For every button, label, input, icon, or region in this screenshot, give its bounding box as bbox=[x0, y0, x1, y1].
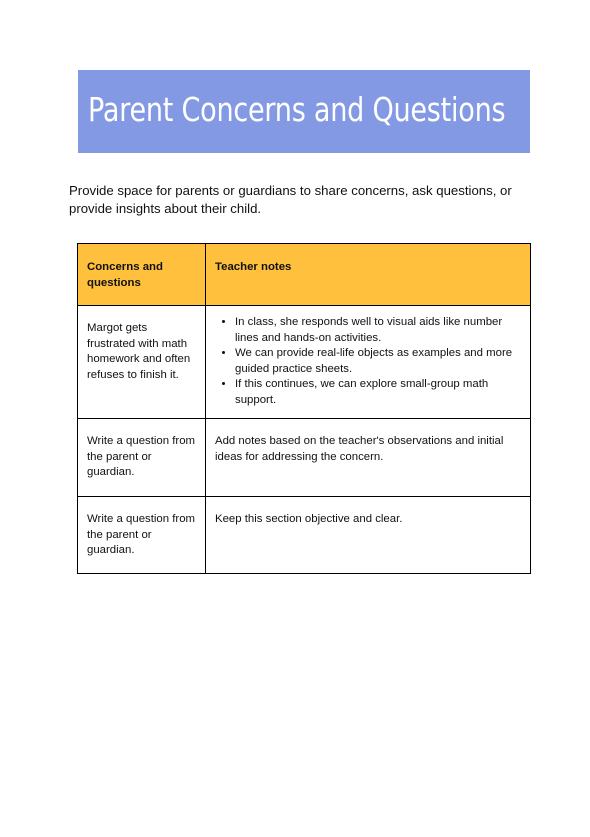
notes-cell bbox=[206, 306, 531, 419]
notes-list bbox=[215, 315, 521, 409]
intro-paragraph: Provide space for parents or guardians to share concerns, ask questions, or provide insights about their child. bbox=[69, 183, 512, 216]
notes-cell: Keep this section objective and clear. bbox=[206, 497, 531, 574]
table-header-row bbox=[78, 244, 531, 306]
concern-cell: Write a question from the parent or guardian. bbox=[78, 419, 206, 497]
page-title: Parent Concerns and Questions bbox=[88, 90, 506, 129]
header-concerns: Concerns and questions bbox=[78, 244, 206, 306]
title-banner bbox=[78, 70, 530, 153]
notes-cell: Add notes based on the teacher's observations and initial ideas for addressing the concern. bbox=[206, 419, 531, 497]
note-item: • If this continues, we can explore small-group math support. bbox=[235, 377, 521, 408]
concerns-table bbox=[77, 243, 531, 574]
table-row bbox=[78, 497, 531, 574]
table-row bbox=[78, 419, 531, 497]
concern-cell: Margot gets frustrated with math homework and often refuses to finish it. bbox=[78, 306, 206, 419]
note-item: • We can provide real-life objects as examples and more guided practice sheets. bbox=[235, 346, 521, 377]
concern-cell: Write a question from the parent or guardian. bbox=[78, 497, 206, 574]
note-item: • In class, she responds well to visual aids like number lines and hands-on activities. bbox=[235, 315, 521, 346]
table-row bbox=[78, 306, 531, 419]
header-teacher-notes: Teacher notes bbox=[206, 244, 531, 306]
